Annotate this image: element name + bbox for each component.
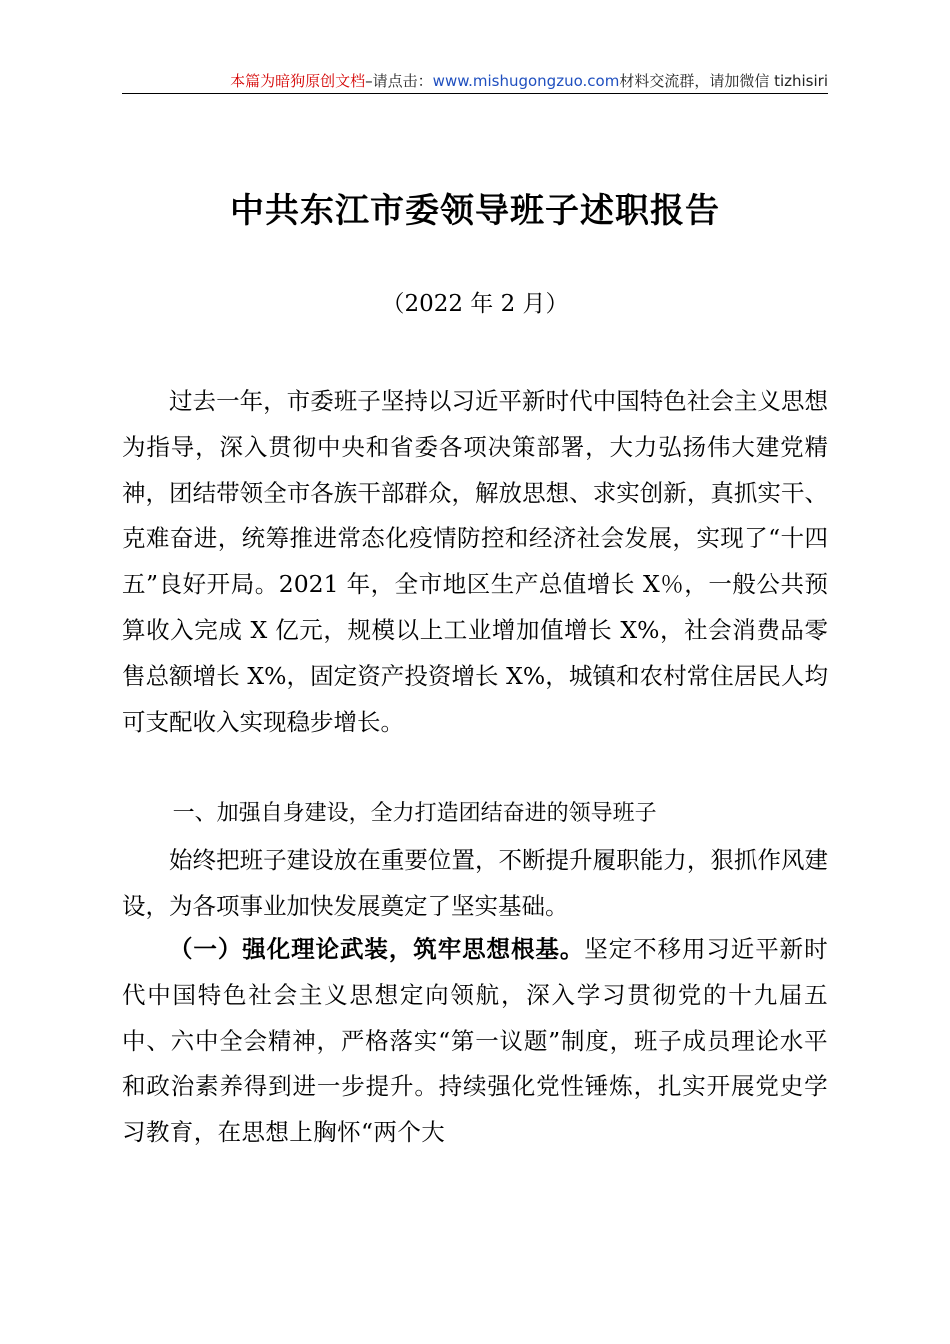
- document-title: 中共东江市委领导班子述职报告: [230, 191, 720, 231]
- subsection-1-lead: （一）强化理论武装，筑牢思想根基。: [169, 935, 585, 963]
- subsection-1-paragraph: [122, 927, 828, 1156]
- header-contact-text: 材料交流群，请加微信 tizhisiri: [619, 72, 828, 90]
- page-header: [122, 70, 828, 92]
- document-date: （2022 年 2 月）: [381, 291, 569, 317]
- header-website-link[interactable]: www.mishugongzuo.com: [432, 72, 620, 90]
- header-promo-label: 本篇为暗狗原创文档: [230, 72, 366, 90]
- section-heading-1: 一、加强自身建设，全力打造团结奋进的领导班子: [172, 801, 657, 826]
- header-divider: [122, 93, 828, 94]
- intro-paragraph: 过去一年，市委班子坚持以习近平新时代中国特色社会主义思想为指导，深入贯彻中央和省委各项决策部署，大力弘扬伟大建党精神，团结带领全市各族干部群众，解放思想、求实创新，真抓实干、克难奋进，统筹推进常态化疫情防控和经济社会发展，实现了“十四五”良好开局。2021 年，全市地区生产总值增长 X％，一般公共预算收入完成 X 亿元，规模以上工业增加值增长 X%，社会消费品零售总额增长 X%，固定资产投资增长 X%，城镇和农村常住居民人均可支配收入实现稳步增长。: [122, 387, 828, 736]
- header-promo-prompt: –请点击：: [365, 72, 433, 90]
- section-1-intro-paragraph: 始终把班子建设放在重要位置，不断提升履职能力，狠抓作风建设，为各项事业加快发展奠定了坚实基础。: [122, 846, 828, 920]
- subsection-1-body: 坚定不移用习近平新时代中国特色社会主义思想定向领航，深入学习贯彻党的十九届五中、六中全会精神，严格落实“第一议题”制度，班子成员理论水平和政治素养得到进一步提升。持续强化党性锤炼，扎实开展党史学习教育，在思想上胸怀“两个大: [122, 935, 828, 1147]
